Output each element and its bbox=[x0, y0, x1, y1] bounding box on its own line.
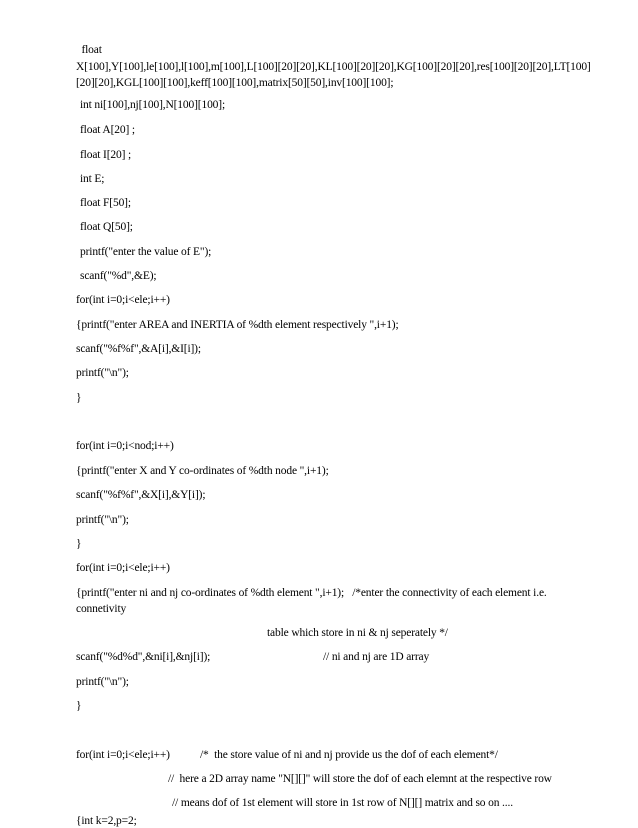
code-line: {printf("enter AREA and INERTIA of %dth element respectively ",i+1); bbox=[76, 319, 399, 331]
code-line: } bbox=[76, 700, 82, 712]
code-line: float bbox=[76, 44, 102, 56]
code-line: scanf("%d",&E); bbox=[80, 270, 157, 282]
code-line: {printf("enter X and Y co-ordinates of %dth node ",i+1); bbox=[76, 465, 329, 477]
code-line: float A[20] ; bbox=[80, 124, 135, 136]
code-line: printf("\n"); bbox=[76, 514, 129, 526]
code-line: float F[50]; bbox=[80, 197, 131, 209]
code-line: for(int i=0;i<ele;i++) bbox=[76, 294, 170, 306]
code-line: printf("enter the value of E"); bbox=[80, 246, 212, 258]
code-line: float Q[50]; bbox=[80, 221, 133, 233]
code-line: int ni[100],nj[100],N[100][100]; bbox=[80, 99, 225, 111]
code-line: [20][20],KGL[100][100],keff[100][100],matrix[50][50],inv[100][100]; bbox=[76, 77, 394, 89]
code-line: {printf("enter ni and nj co-ordinates of %dth element ",i+1); /*enter the connectivity of each element i.e. bbox=[76, 587, 547, 599]
code-line: scanf("%f%f",&X[i],&Y[i]); bbox=[76, 489, 206, 501]
code-line: int E; bbox=[80, 173, 105, 185]
code-comment-line: // here a 2D array name "N[][]" will store the dof of each elemnt at the respective row bbox=[168, 773, 552, 785]
code-line: printf("\n"); bbox=[76, 367, 129, 379]
code-line: for(int i=0;i<ele;i++) bbox=[76, 562, 170, 574]
code-line: scanf("%f%f",&A[i],&I[i]); bbox=[76, 343, 201, 355]
code-line: for(int i=0;i<ele;i++) bbox=[76, 749, 170, 761]
code-line: {int k=2,p=2; bbox=[76, 815, 137, 827]
code-line: } bbox=[76, 538, 82, 550]
code-comment-line: table which store in ni & nj seperately */ bbox=[267, 627, 448, 639]
code-line: for(int i=0;i<nod;i++) bbox=[76, 440, 174, 452]
code-line: printf("\n"); bbox=[76, 676, 129, 688]
code-comment-line: /* the store value of ni and nj provide us the dof of each element*/ bbox=[200, 749, 498, 761]
code-line: scanf("%d%d",&ni[i],&nj[i]); bbox=[76, 651, 211, 663]
code-comment-line: // means dof of 1st element will store in 1st row of N[][] matrix and so on .... bbox=[172, 797, 513, 809]
code-line: X[100],Y[100],le[100],l[100],m[100],L[100][20][20],KL[100][20][20],KG[100][20][20],res[100][20][20],LT[100] bbox=[76, 61, 591, 73]
code-line: } bbox=[76, 392, 82, 404]
code-line: float I[20] ; bbox=[80, 149, 132, 161]
code-comment-line: // ni and nj are 1D array bbox=[323, 651, 430, 663]
code-line: connetivity bbox=[76, 603, 127, 615]
